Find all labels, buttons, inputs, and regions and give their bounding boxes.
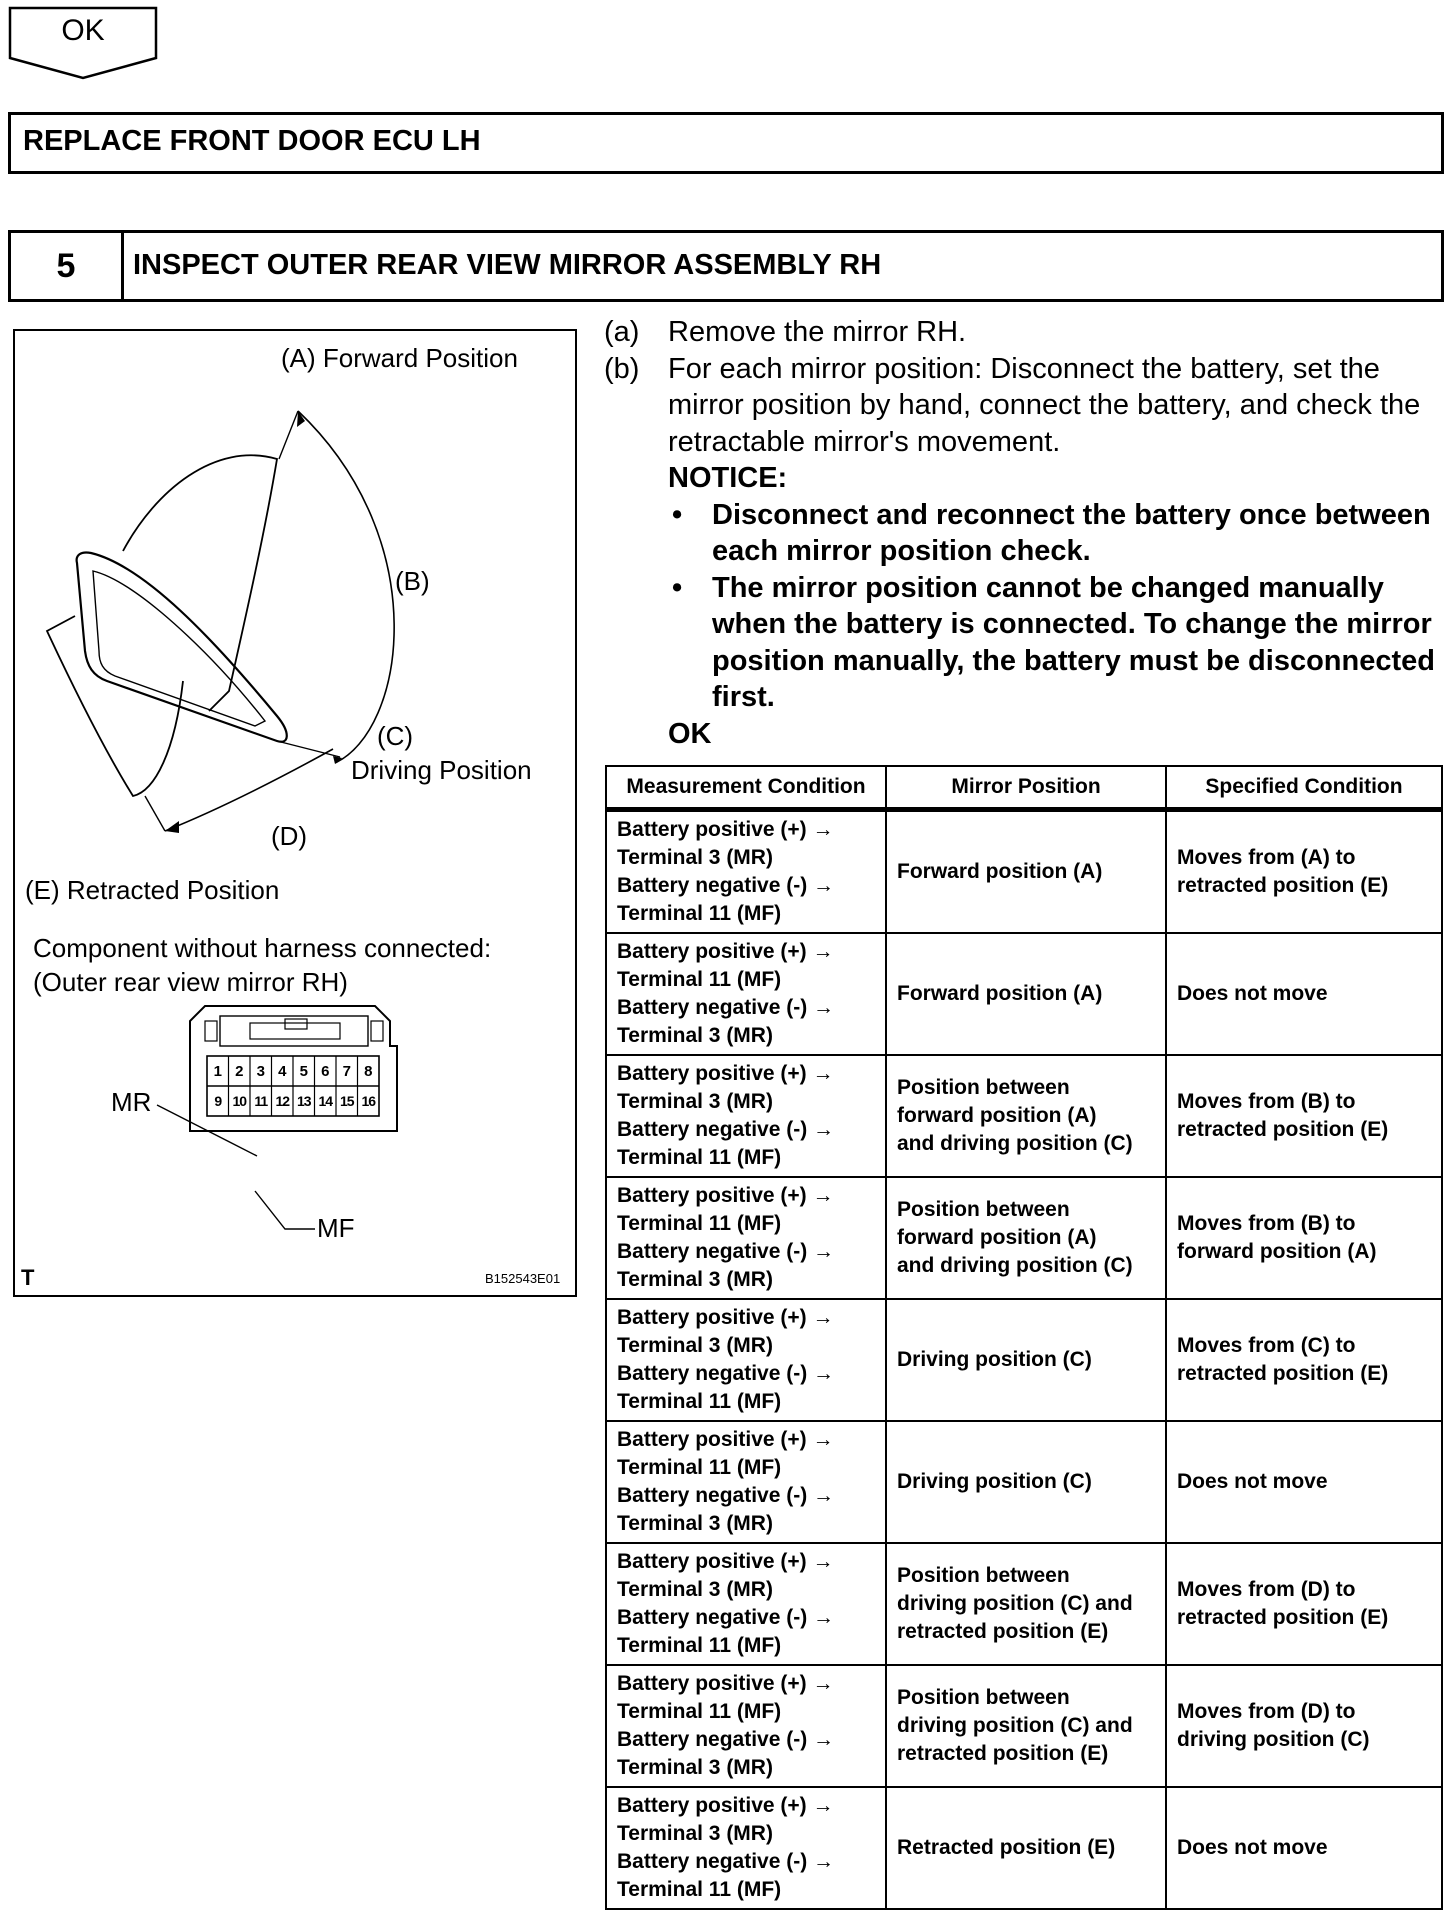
replace-box xyxy=(8,112,1444,174)
cell-line: Terminal 3 (MR) xyxy=(617,1578,773,1601)
cell-line: Terminal 11 (MF) xyxy=(617,902,782,925)
specified-condition-cell xyxy=(1166,810,1442,934)
cell-line: Battery negative (-) → xyxy=(617,1606,835,1629)
header-mirror-position: Mirror Position xyxy=(886,766,1166,810)
specified-condition-cell xyxy=(1166,1299,1442,1421)
label-c: (C) xyxy=(377,721,414,751)
measurement-condition-cell xyxy=(606,1665,886,1787)
cell-line: Driving position (C) xyxy=(897,1348,1092,1371)
cell-line: driving position (C) and xyxy=(897,1592,1133,1615)
cell-line: Terminal 3 (MR) xyxy=(617,1334,773,1357)
mirror-position-cell xyxy=(886,1055,1166,1177)
cell-line: Moves from (B) to xyxy=(1177,1090,1356,1113)
bullet-dot: • xyxy=(672,498,683,531)
table-row xyxy=(606,810,1442,934)
cell-line: retracted position (E) xyxy=(1177,1362,1389,1385)
cell-line: Terminal 3 (MR) xyxy=(617,1024,773,1047)
cell-line: Terminal 3 (MR) xyxy=(617,1268,773,1291)
step-number: 5 xyxy=(56,247,76,285)
pin-label: 16 xyxy=(361,1093,376,1109)
cell-line: Battery negative (-) → xyxy=(617,1362,835,1385)
cell-line: Battery negative (-) → xyxy=(617,1850,835,1873)
cell-line: Driving position (C) xyxy=(897,1470,1092,1493)
cell-line: and driving position (C) xyxy=(897,1254,1133,1277)
specified-condition-cell xyxy=(1166,1543,1442,1665)
cell-line: Position between xyxy=(897,1198,1070,1221)
specified-condition-cell xyxy=(1166,1665,1442,1787)
measurement-condition-cell xyxy=(606,1787,886,1909)
instruction-a-text: Remove the mirror RH. xyxy=(668,316,967,348)
instruction-b xyxy=(604,351,1444,461)
cell-line: Terminal 3 (MR) xyxy=(617,1822,773,1845)
cell-line: Battery positive (+) → xyxy=(617,1550,834,1573)
cell-line: Battery negative (-) → xyxy=(617,1484,835,1507)
label-b: (B) xyxy=(395,566,430,596)
cell-line: Battery positive (+) → xyxy=(617,940,834,963)
ok-tab-label: OK xyxy=(61,14,105,47)
cell-line: Does not move xyxy=(1177,1470,1328,1493)
mirror-position-cell xyxy=(886,1177,1166,1299)
cell-line: Terminal 11 (MF) xyxy=(617,1878,782,1901)
connector-pins-bottom xyxy=(207,1087,379,1115)
connector-pins-top xyxy=(207,1058,379,1086)
notice-bullet-2 xyxy=(668,570,1444,716)
cell-line: Battery positive (+) → xyxy=(617,1428,834,1451)
cell-line: Battery negative (-) → xyxy=(617,996,835,1019)
instruction-b-mark: (b) xyxy=(604,352,640,385)
specified-condition-cell xyxy=(1166,933,1442,1055)
label-d: (D) xyxy=(271,821,308,851)
notice-label: NOTICE: xyxy=(668,462,788,494)
cell-line: Battery negative (-) → xyxy=(617,1118,835,1141)
label-mr: MR xyxy=(111,1087,152,1117)
cell-line: Battery negative (-) → xyxy=(617,1240,835,1263)
pin-label: 11 xyxy=(254,1093,268,1109)
pin-label: 6 xyxy=(321,1063,330,1080)
mirror-position-cell xyxy=(886,810,1166,934)
arc-arrow-bottom xyxy=(165,821,179,833)
label-driving-position: Driving Position xyxy=(351,755,532,785)
mirror-illustration xyxy=(15,331,579,1299)
notice-bullet-1 xyxy=(668,497,1444,570)
bullet-dot: • xyxy=(672,571,683,604)
measurement-condition-cell xyxy=(606,1421,886,1543)
measurement-condition-cell xyxy=(606,1177,886,1299)
cell-line: Moves from (A) to xyxy=(1177,846,1356,869)
table-row xyxy=(606,1787,1442,1909)
cell-line: Forward position (A) xyxy=(897,982,1103,1005)
label-mf: MF xyxy=(317,1213,355,1243)
retracted-mirror-outline xyxy=(47,616,183,796)
cell-line: Terminal 3 (MR) xyxy=(617,846,773,869)
specified-condition-cell xyxy=(1166,1177,1442,1299)
instructions xyxy=(604,314,1444,752)
rotation-arc xyxy=(298,411,394,763)
table-header-row xyxy=(606,766,1442,810)
instruction-a-mark: (a) xyxy=(604,316,640,348)
cell-line: Does not move xyxy=(1177,1836,1328,1859)
pin-label: 1 xyxy=(213,1063,222,1080)
cell-line: Battery positive (+) → xyxy=(617,1306,834,1329)
cell-line: Moves from (C) to xyxy=(1177,1334,1356,1357)
pin-label: 4 xyxy=(278,1063,287,1080)
pin-label: 9 xyxy=(214,1093,222,1109)
mirror-position-cell xyxy=(886,1787,1166,1909)
cell-line: forward position (A) xyxy=(1177,1240,1377,1263)
mirror-figure xyxy=(13,329,577,1297)
component-caption-line2: (Outer rear view mirror RH) xyxy=(33,967,348,997)
table-row xyxy=(606,1421,1442,1543)
notice-bullet-1-text: Disconnect and reconnect the battery once between each mirror position check. xyxy=(712,498,1431,567)
instruction-b-text: For each mirror position: Disconnect the battery, set the mirror position by hand, connect the battery, and check the retractable mirror's movement. xyxy=(668,352,1421,458)
pin-label: 10 xyxy=(232,1093,247,1109)
specified-condition-cell xyxy=(1166,1055,1442,1177)
cell-line: and driving position (C) xyxy=(897,1132,1133,1155)
cell-line: Moves from (D) to xyxy=(1177,1700,1356,1723)
mirror-inspection-table xyxy=(605,765,1443,1910)
measurement-condition-cell xyxy=(606,1055,886,1177)
step-title: INSPECT OUTER REAR VIEW MIRROR ASSEMBLY RH xyxy=(133,249,882,281)
table-row xyxy=(606,1177,1442,1299)
figure-code: B152543E01 xyxy=(485,1271,561,1286)
header-measurement-condition: Measurement Condition xyxy=(606,766,886,810)
pin-label: 7 xyxy=(342,1063,351,1080)
label-retracted-position: (E) Retracted Position xyxy=(25,875,280,905)
cell-line: Terminal 11 (MF) xyxy=(617,1634,782,1657)
cell-line: Terminal 11 (MF) xyxy=(617,968,782,991)
cell-line: Battery positive (+) → xyxy=(617,1794,834,1817)
cell-line: Forward position (A) xyxy=(897,860,1103,883)
cell-line: Position between xyxy=(897,1686,1070,1709)
replace-text: REPLACE FRONT DOOR ECU LH xyxy=(23,125,481,157)
pin-label: 3 xyxy=(256,1063,265,1080)
pin-label: 12 xyxy=(275,1093,290,1109)
ok-label: OK xyxy=(668,717,712,750)
cell-line: Moves from (B) to xyxy=(1177,1212,1356,1235)
ok-tab xyxy=(8,6,158,80)
measurement-condition-cell xyxy=(606,1299,886,1421)
specified-condition-cell xyxy=(1166,1787,1442,1909)
label-forward-position: (A) Forward Position xyxy=(281,343,518,373)
mf-leader xyxy=(255,1191,315,1229)
cell-line: Battery negative (-) → xyxy=(617,874,835,897)
cell-line: forward position (A) xyxy=(897,1226,1097,1249)
mirror-position-cell xyxy=(886,1665,1166,1787)
cell-line: driving position (C) and xyxy=(897,1714,1133,1737)
cell-line: Battery negative (-) → xyxy=(617,1728,835,1751)
pin-label: 15 xyxy=(339,1093,354,1109)
cell-line: Moves from (D) to xyxy=(1177,1578,1356,1601)
cell-line: Position between xyxy=(897,1564,1070,1587)
table-row xyxy=(606,933,1442,1055)
cell-line: Battery positive (+) → xyxy=(617,1062,834,1085)
cell-line: Terminal 11 (MF) xyxy=(617,1212,782,1235)
pin-label: 8 xyxy=(364,1063,373,1080)
component-caption-line1: Component without harness connected: xyxy=(33,933,492,963)
pin-label: 2 xyxy=(235,1063,244,1080)
cell-line: Battery positive (+) → xyxy=(617,1184,834,1207)
step-header xyxy=(8,230,1444,302)
measurement-condition-cell xyxy=(606,1543,886,1665)
cell-line: Terminal 3 (MR) xyxy=(617,1512,773,1535)
cell-line: forward position (A) xyxy=(897,1104,1097,1127)
pin-label: 5 xyxy=(299,1063,308,1080)
measurement-condition-cell xyxy=(606,933,886,1055)
mirror-position-cell xyxy=(886,1543,1166,1665)
cell-line: retracted position (E) xyxy=(897,1620,1109,1643)
pin-label: 13 xyxy=(296,1093,311,1109)
cell-line: Terminal 3 (MR) xyxy=(617,1756,773,1779)
cell-line: retracted position (E) xyxy=(897,1742,1109,1765)
cell-line: Battery positive (+) → xyxy=(617,818,834,841)
cell-line: driving position (C) xyxy=(1177,1728,1370,1751)
table-row xyxy=(606,1055,1442,1177)
main-mirror-body xyxy=(77,552,287,741)
table-row xyxy=(606,1665,1442,1787)
cell-line: retracted position (E) xyxy=(1177,874,1389,897)
measurement-condition-cell xyxy=(606,810,886,934)
cell-line: Terminal 11 (MF) xyxy=(617,1390,782,1413)
cell-line: retracted position (E) xyxy=(1177,1118,1389,1141)
pin-label: 14 xyxy=(318,1093,333,1109)
header-specified-condition: Specified Condition xyxy=(1166,766,1442,810)
specified-condition-cell xyxy=(1166,1421,1442,1543)
cell-line: retracted position (E) xyxy=(1177,1606,1389,1629)
table-row xyxy=(606,1299,1442,1421)
mirror-position-cell xyxy=(886,1421,1166,1543)
corner-letter: T xyxy=(21,1265,35,1290)
cell-line: Terminal 11 (MF) xyxy=(617,1700,782,1723)
cell-line: Does not move xyxy=(1177,982,1328,1005)
cell-line: Terminal 3 (MR) xyxy=(617,1090,773,1113)
step-number-cell xyxy=(11,233,124,299)
instruction-a xyxy=(604,314,1444,351)
cell-line: Position between xyxy=(897,1076,1070,1099)
mirror-position-cell xyxy=(886,933,1166,1055)
table-row xyxy=(606,1543,1442,1665)
cell-line: Terminal 11 (MF) xyxy=(617,1146,782,1169)
cell-line: Battery positive (+) → xyxy=(617,1672,834,1695)
cell-line: Terminal 11 (MF) xyxy=(617,1456,782,1479)
mirror-position-cell xyxy=(886,1299,1166,1421)
cell-line: Retracted position (E) xyxy=(897,1836,1116,1859)
notice-bullet-2-text: The mirror position cannot be changed manually when the battery is connected. To change the mirror position manually, the battery must be disconnected first. xyxy=(712,571,1435,713)
